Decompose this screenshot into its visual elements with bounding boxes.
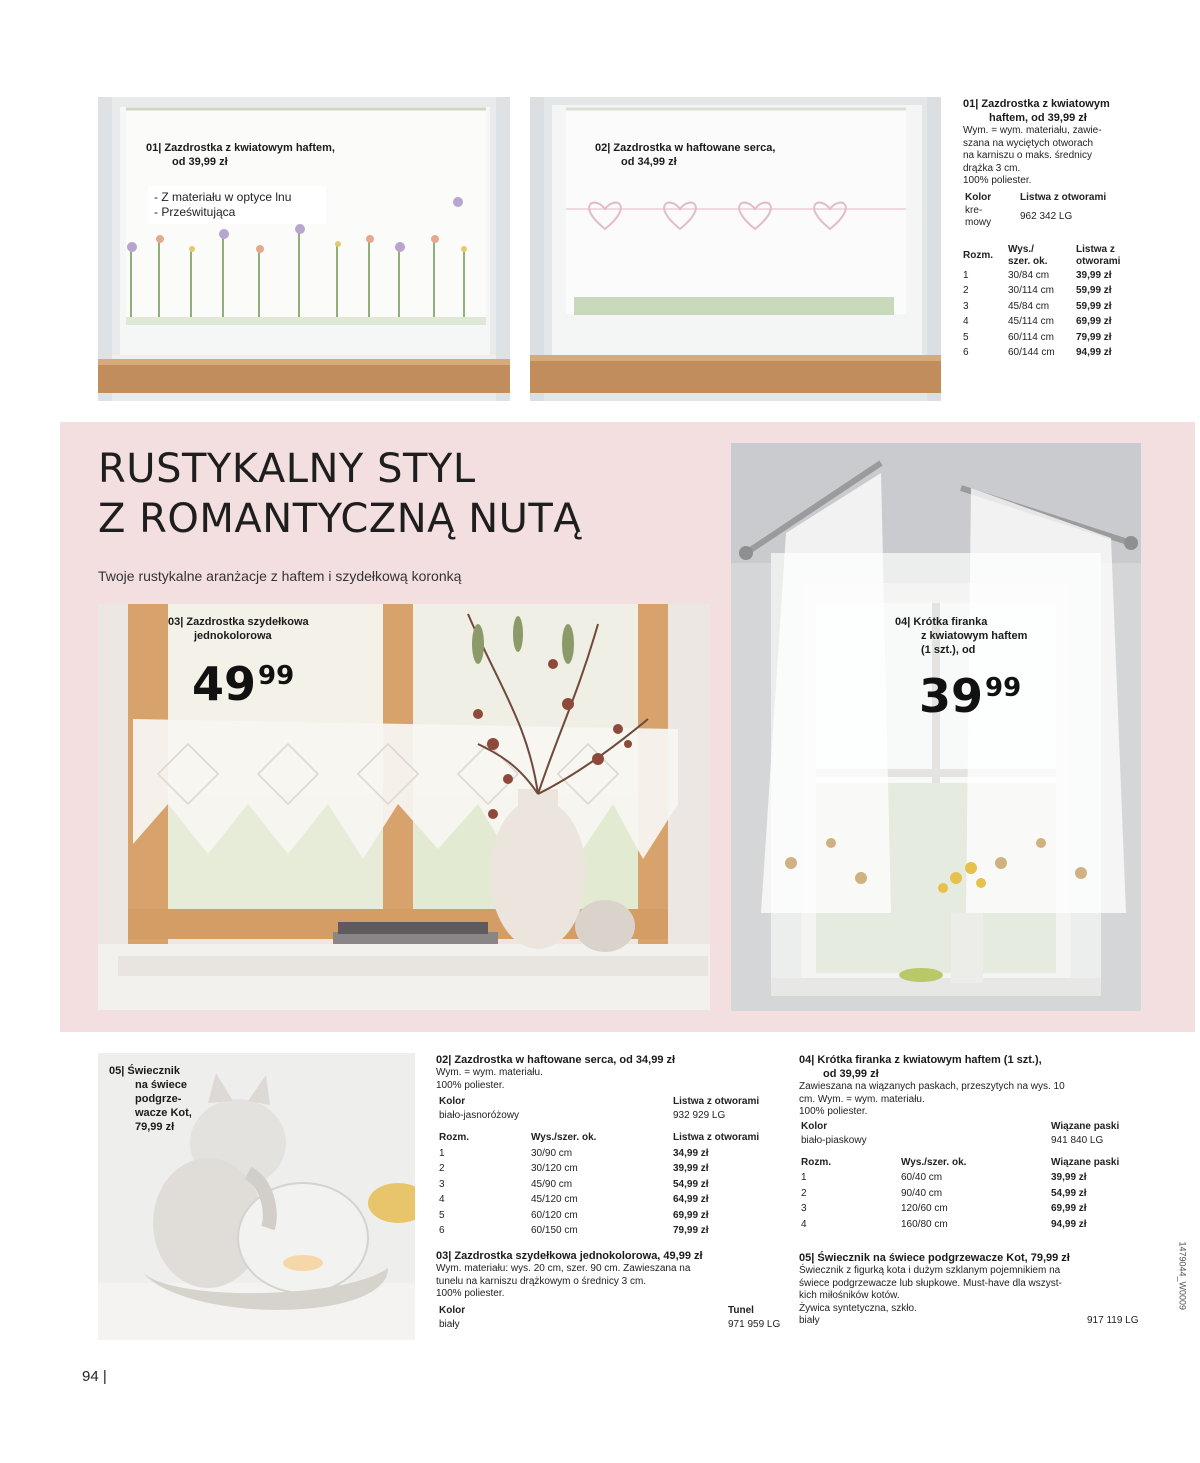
desc-line: 100% poliester. (799, 1106, 868, 1117)
dims-cell: 60/40 cm (901, 1172, 943, 1183)
table-row (801, 1201, 1146, 1217)
product-02-size-table (439, 1130, 791, 1239)
table-row (439, 1223, 791, 1239)
price-cell: 54,99 zł (673, 1178, 709, 1190)
table-row (963, 299, 1143, 315)
label-03-text-1: Zazdrostka szydełkowa (186, 616, 309, 628)
size-cell: 6 (963, 347, 969, 358)
price-cell: 34,99 zł (673, 1147, 709, 1159)
article-code: 917 119 LG (1087, 1315, 1139, 1326)
desc-line: Wym. = wym. materiału. (436, 1067, 543, 1078)
photo-label-05 (109, 1064, 229, 1134)
photo-label-04 (895, 615, 1095, 723)
label-05-text: Świecznik (127, 1065, 180, 1077)
size-head: Rozm. (801, 1156, 831, 1168)
color-head: Kolor (965, 191, 992, 203)
attach-head: Wiązane paski (1051, 1120, 1120, 1132)
page-number: 94 | (82, 1368, 107, 1385)
label-03-text-2: jednokolorowa (194, 630, 272, 642)
dims-cell: 60/120 cm (531, 1209, 578, 1221)
size-cell: 1 (439, 1147, 445, 1159)
dims-cell: 120/60 cm (901, 1203, 948, 1214)
product-01-info (963, 97, 1153, 361)
price-cell: 59,99 zł (1076, 285, 1112, 296)
size-head: Rozm. (963, 249, 993, 261)
table-row (963, 330, 1143, 346)
size-cell: 5 (439, 1209, 445, 1221)
price-04-dec: 99 (985, 673, 1022, 703)
product-05-desc (799, 1265, 1144, 1315)
side-code: 1479044_W0009 (1178, 1241, 1188, 1310)
size-cell: 2 (801, 1187, 807, 1199)
attach-head: Listwa z otworami (1020, 191, 1107, 203)
product-01-size-rows (963, 268, 1143, 361)
label-01-price: od 39,99 zł (172, 156, 228, 168)
desc-line: Wym. materiału: wys. 20 cm, szer. 90 cm. Zawieszana na (436, 1263, 691, 1274)
article-code: 941 840 LG (1051, 1134, 1104, 1146)
desc-line: Żywica syntetyczna, szkło. (799, 1302, 917, 1314)
price-03-int: 49 (192, 657, 257, 711)
dims-head: szer. ok. (1008, 255, 1048, 267)
desc-line: 100% poliester. (963, 175, 1032, 186)
label-04-num: 04| (895, 616, 911, 628)
product-04-desc (799, 1081, 1144, 1119)
price-cell: 39,99 zł (1051, 1172, 1087, 1183)
dims-head: Wys./szer. ok. (901, 1156, 967, 1168)
label-05-text: na świece (135, 1079, 187, 1091)
label-02-text: Zazdrostka w haftowane serca, (613, 142, 776, 154)
dims-cell: 45/114 cm (1008, 316, 1054, 327)
table-row (963, 345, 1143, 361)
size-cell: 1 (963, 269, 969, 281)
desc-line: na karniszu o maks. średnicy (963, 150, 1092, 161)
dims-head: Wys./szer. ok. (531, 1132, 597, 1143)
product-02-desc (436, 1067, 788, 1092)
price-cell: 39,99 zł (1076, 269, 1112, 281)
price-head: Listwa z (1076, 243, 1115, 255)
price-head: otworami (1076, 255, 1121, 267)
color-value: biało-jasnoróżowy (439, 1110, 520, 1121)
label-02-num: 02| (595, 142, 611, 154)
product-05-color-block (799, 1315, 1144, 1329)
size-cell: 4 (801, 1218, 807, 1230)
price-cell: 69,99 zł (673, 1209, 709, 1221)
dims-cell: 45/90 cm (531, 1178, 573, 1190)
product-02-info (436, 1053, 788, 1239)
color-value: biało-piaskowy (801, 1134, 867, 1146)
feature-item: - Z materiału w optyce lnu (154, 190, 292, 204)
size-cell: 4 (963, 316, 969, 327)
desc-line: 100% poliester. (436, 1079, 505, 1091)
desc-line: Świecznik z figurką kota i dużym szklanym pojemnikiem na (799, 1265, 1061, 1276)
dims-cell: 45/120 cm (531, 1194, 578, 1205)
color-head: Kolor (439, 1096, 466, 1107)
photo-label-03 (168, 615, 368, 711)
photo-tied-curtain (731, 443, 1141, 1011)
size-cell: 1 (801, 1172, 807, 1183)
product-01-title-1: 01| Zazdrostka z kwiatowym (963, 98, 1110, 110)
feature-item: - Prześwitująca (154, 205, 236, 219)
table-row (963, 314, 1143, 330)
label-05-text: podgrze- (135, 1093, 182, 1105)
label-05-num: 05| (109, 1065, 125, 1077)
product-01-title-2: haftem, od 39,99 zł (989, 112, 1087, 124)
label-01-text: Zazdrostka z kwiatowym haftem, (164, 142, 335, 154)
size-cell: 3 (439, 1178, 445, 1190)
table-row (963, 283, 1143, 299)
desc-line: Wym. = wym. materiału, zawie- (963, 125, 1102, 136)
article-code: 932 929 LG (673, 1110, 726, 1121)
label-05-text: 79,99 zł (135, 1121, 175, 1133)
dims-cell: 45/84 cm (1008, 300, 1050, 312)
price-04 (895, 665, 1095, 723)
product-05-info (799, 1251, 1144, 1329)
size-cell: 2 (439, 1163, 445, 1174)
desc-line: szana na wyciętych otworach (963, 137, 1094, 149)
table-row (439, 1192, 791, 1208)
size-head: Rozm. (439, 1132, 469, 1143)
product-04-info (799, 1053, 1144, 1232)
color-value: kre- (965, 204, 983, 216)
color-head: Kolor (801, 1120, 828, 1132)
product-03-info (436, 1249, 788, 1335)
headline-line-1: RUSTYKALNY STYL (98, 446, 476, 492)
product-01-color-block (963, 192, 1153, 236)
price-cell: 64,99 zł (673, 1194, 709, 1205)
desc-line: 100% poliester. (436, 1288, 505, 1299)
product-04-title-2: od 39,99 zł (823, 1068, 879, 1080)
price-03 (168, 653, 368, 711)
article-code: 962 342 LG (1020, 210, 1073, 222)
price-cell: 69,99 zł (1076, 316, 1112, 327)
price-cell: 94,99 zł (1051, 1218, 1087, 1230)
product-05-title: 05| Świecznik na świece podgrzewacze Kot, 79,99 zł (799, 1252, 1070, 1264)
label-03-num: 03| (168, 616, 184, 628)
size-cell: 3 (801, 1203, 807, 1214)
desc-line: tunelu na karniszu drążkowym o średnicy 3 cm. (436, 1275, 647, 1287)
price-cell: 79,99 zł (1076, 331, 1112, 343)
article-code: 971 959 LG (728, 1318, 781, 1330)
attach-head: Listwa z otworami (673, 1096, 760, 1107)
dims-cell: 60/150 cm (531, 1225, 578, 1236)
product-03-desc (436, 1263, 788, 1301)
price-cell: 79,99 zł (673, 1225, 709, 1236)
dims-cell: 60/114 cm (1008, 331, 1054, 343)
table-row (801, 1186, 1146, 1202)
desc-line: kich miłośników kotów. (799, 1290, 900, 1301)
table-row (439, 1161, 791, 1177)
attach-head: Tunel (728, 1304, 754, 1316)
label-04-text-2: z kwiatowym haftem (921, 630, 1028, 642)
feature-box-01 (148, 186, 326, 224)
price-cell: 69,99 zł (1051, 1203, 1087, 1214)
product-04-size-table (801, 1155, 1146, 1233)
size-cell: 3 (963, 300, 969, 312)
dims-cell: 90/40 cm (901, 1187, 943, 1199)
price-03-dec: 99 (258, 661, 295, 691)
table-row (963, 268, 1143, 284)
dims-cell: 30/84 cm (1008, 269, 1050, 281)
product-02-title: 02| Zazdrostka w haftowane serca, od 34,99 zł (436, 1054, 676, 1066)
desc-line: świece podgrzewacze lub słupkowe. Must-have dla wszyst- (799, 1277, 1062, 1289)
color-head: Kolor (439, 1304, 466, 1316)
label-01-num: 01| (146, 142, 162, 154)
table-row (439, 1208, 791, 1224)
dims-head: Wys./ (1008, 243, 1034, 255)
price-cell: 54,99 zł (1051, 1187, 1087, 1199)
dims-cell: 30/114 cm (1008, 285, 1054, 296)
product-01-size-table (963, 244, 1143, 268)
price-head: Listwa z otworami (673, 1132, 760, 1143)
dims-cell: 60/144 cm (1008, 347, 1055, 358)
label-04-text-1: Krótka firanka (913, 616, 988, 628)
table-row (801, 1217, 1146, 1233)
price-head: Wiązane paski (1051, 1156, 1120, 1168)
color-value: biały (439, 1318, 460, 1330)
desc-line: Zawieszana na wiązanych paskach, przeszytych na wys. 10 (799, 1081, 1065, 1092)
product-03-color-block (436, 1305, 788, 1335)
desc-line: drążka 3 cm. (963, 162, 1021, 174)
product-04-title-1: 04| Krótka firanka z kwiatowym haftem (1 szt.), (799, 1054, 1042, 1066)
color-value: biały (799, 1315, 820, 1326)
dims-cell: 30/120 cm (531, 1163, 578, 1174)
price-cell: 39,99 zł (673, 1163, 709, 1174)
product-02-color-block (436, 1096, 788, 1126)
label-02-price: od 34,99 zł (621, 156, 677, 168)
photo-label-02 (595, 141, 835, 169)
table-row (439, 1146, 791, 1162)
dims-cell: 30/90 cm (531, 1147, 573, 1159)
size-cell: 6 (439, 1225, 445, 1236)
table-row (439, 1177, 791, 1193)
table-row (801, 1170, 1146, 1186)
label-05-text: wacze Kot, (135, 1107, 192, 1119)
size-cell: 5 (963, 331, 969, 343)
desc-line: cm. Wym. = wym. materiału. (799, 1093, 925, 1105)
price-cell: 94,99 zł (1076, 347, 1112, 358)
product-04-color-block (799, 1121, 1144, 1151)
size-cell: 2 (963, 285, 969, 296)
photo-tied-curtain-image (731, 443, 1141, 1011)
dims-cell: 160/80 cm (901, 1218, 948, 1230)
price-04-int: 39 (919, 669, 984, 723)
size-cell: 4 (439, 1194, 445, 1205)
photo-label-01 (146, 141, 406, 169)
color-value: mowy (965, 217, 992, 228)
product-01-desc (963, 125, 1153, 188)
feature-headline (98, 444, 581, 544)
price-cell: 59,99 zł (1076, 300, 1112, 312)
product-03-title: 03| Zazdrostka szydełkowa jednokolorowa, 49,99 zł (436, 1250, 703, 1262)
headline-line-2: Z ROMANTYCZNĄ NUTĄ (98, 496, 582, 542)
label-04-text-3: (1 szt.), od (921, 644, 976, 656)
feature-subtitle: Twoje rustykalne aranżacje z haftem i szydełkową koronką (98, 568, 462, 584)
